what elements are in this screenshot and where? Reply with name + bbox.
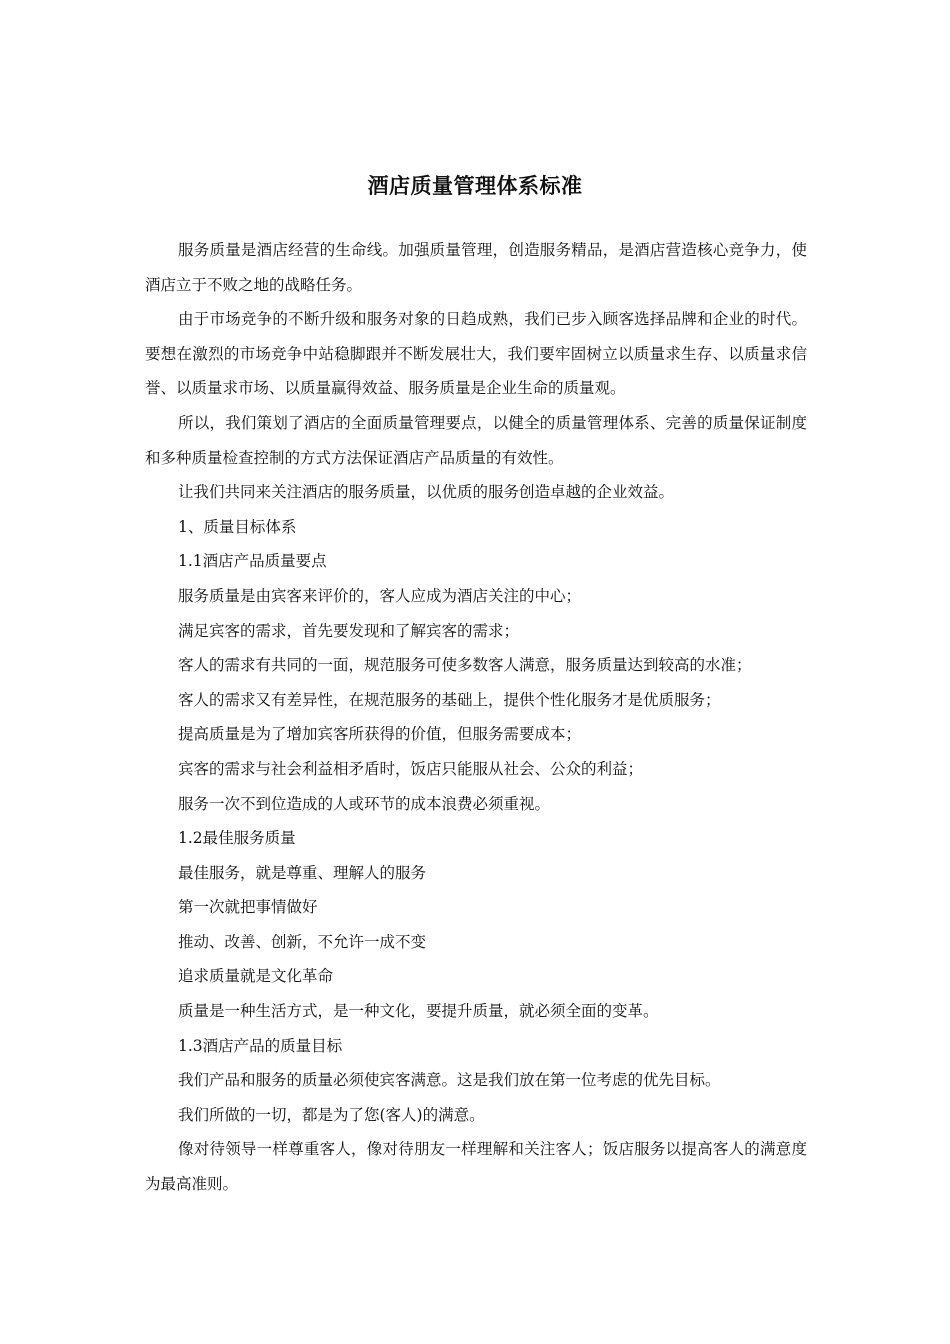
list-item: 追求质量就是文化革命: [178, 967, 334, 986]
document-body: [145, 233, 807, 1202]
list-item: 服务一次不到位造成的人或环节的成本浪费必须重视。: [178, 794, 551, 813]
list-item: 最佳服务，就是尊重、理解人的服务: [178, 863, 427, 882]
subsection-heading: 1.3酒店产品的质量目标: [178, 1036, 343, 1055]
list-item: 满足宾客的需求，首先要发现和了解宾客的需求；: [178, 621, 520, 640]
list-item: 客人的需求又有差异性，在规范服务的基础上，提供个性化服务才是优质服务；: [178, 690, 721, 709]
paragraph: 由于市场竞争的不断升级和服务对象的日趋成熟，我们已步入顾客选择品牌和企业的时代。要想在激烈的市场竞争中站稳脚跟并不断发展壮大，我们要牢固树立以质量求生存、以质量求信誉、以质量求市场、以质量赢得效益、服务质量是企业生命的质量观。: [145, 310, 807, 398]
document-title: 酒店质量管理体系标准: [367, 174, 583, 198]
list-item: 客人的需求有共同的一面，规范服务可使多数客人满意，服务质量达到较高的水准；: [178, 656, 752, 675]
paragraph: 让我们共同来关注酒店的服务质量，以优质的服务创造卓越的企业效益。: [178, 483, 675, 502]
paragraph: 像对待领导一样尊重客人，像对待朋友一样理解和关注客人；饭店服务以提高客人的满意度为最高准则。: [145, 1140, 807, 1194]
paragraph: 所以，我们策划了酒店的全面质量管理要点，以健全的质量管理体系、完善的质量保证制度和多种质量检查控制的方式方法保证酒店产品质量的有效性。: [145, 413, 807, 467]
list-item: 宾客的需求与社会利益相矛盾时，饭店只能服从社会、公众的利益；: [178, 759, 644, 778]
paragraph: 服务质量是酒店经营的生命线。加强质量管理，创造服务精品，是酒店营造核心竞争力，使酒店立于不败之地的战略任务。: [145, 241, 807, 294]
section-heading: 1、质量目标体系: [178, 517, 297, 536]
list-item: 服务质量是由宾客来评价的，客人应成为酒店关注的中心；: [178, 586, 582, 605]
list-item: 推动、改善、创新，不允许一成不变: [178, 932, 427, 951]
subsection-heading: 1.1酒店产品质量要点: [178, 552, 327, 571]
list-item: 提高质量是为了增加宾客所获得的价值，但服务需要成本；: [178, 725, 582, 744]
list-item: 我们所做的一切，都是为了您(客人)的满意。: [178, 1105, 485, 1124]
list-item: 我们产品和服务的质量必须使宾客满意。这是我们放在第一位考虑的优先目标。: [178, 1071, 721, 1090]
list-item: 第一次就把事情做好: [178, 898, 318, 917]
list-item: 质量是一种生活方式，是一种文化，要提升质量，就必须全面的变革。: [178, 1002, 659, 1021]
subsection-heading: 1.2最佳服务质量: [178, 829, 296, 848]
